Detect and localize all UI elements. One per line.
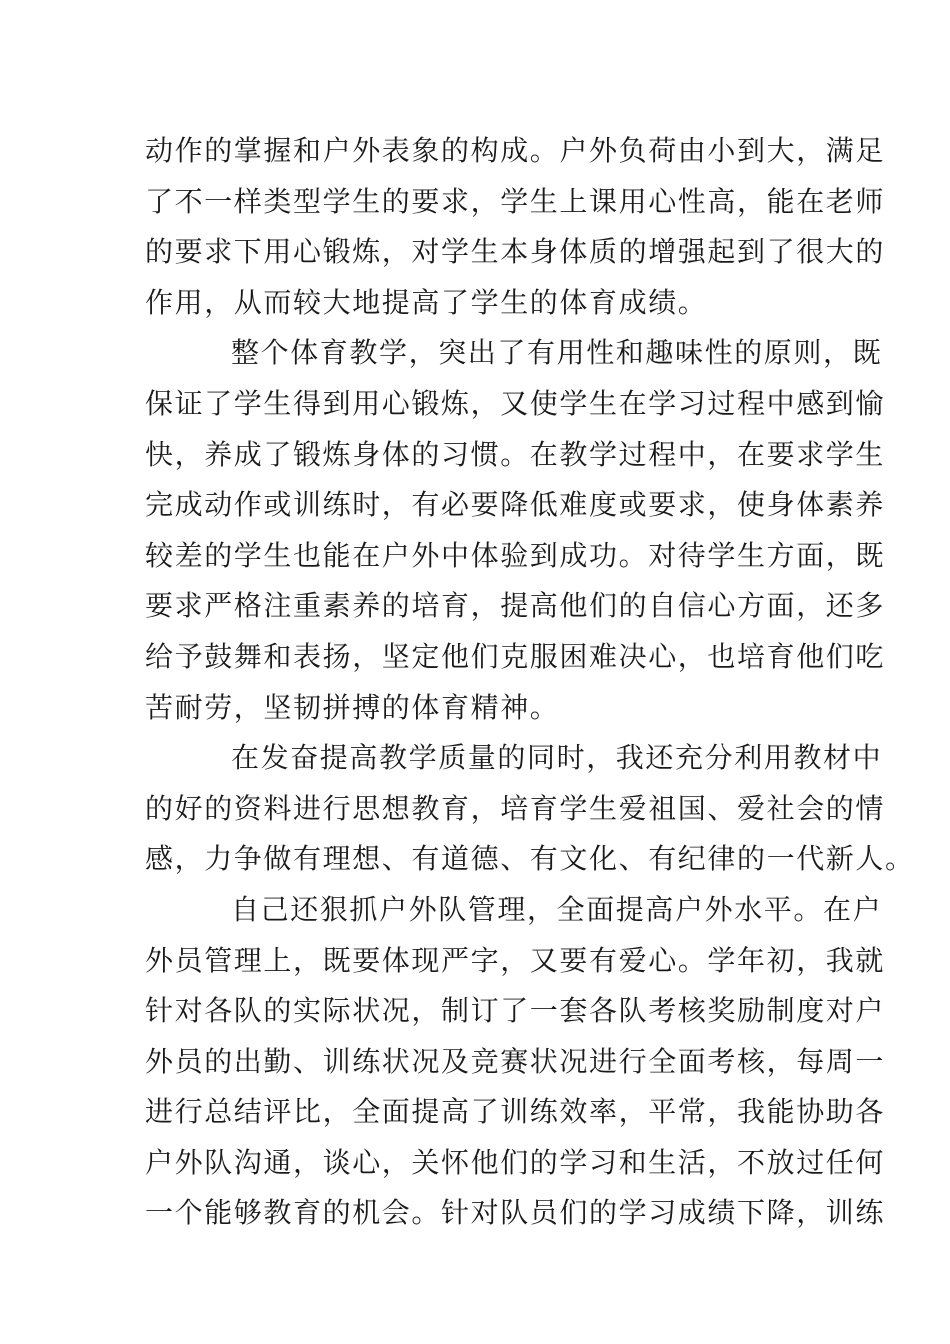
- text-line: 感，力争做有理想、有道德、有文化、有纪律的一代新人。: [145, 842, 915, 876]
- text-line: 了不一样类型学生的要求，学生上课用心性高，能在老师: [145, 184, 886, 218]
- text-line: 快，养成了锻炼身体的习惯。在教学过程中，在要求学生: [145, 437, 886, 471]
- text-line: 完成动作或训练时，有必要降低难度或要求，使身体素养: [145, 488, 886, 522]
- text-line: 动作的掌握和户外表象的构成。户外负荷由小到大，满足: [145, 134, 886, 167]
- text-line: 的好的资料进行思想教育，培育学生爱祖国、爱社会的情: [145, 791, 886, 825]
- paragraph-1: [145, 126, 886, 328]
- text-line: 进行总结评比，全面提高了训练效率，平常，我能协助各: [145, 1095, 886, 1129]
- text-line: 苦耐劳，坚韧拼搏的体育精神。: [145, 690, 560, 724]
- paragraph-4: [145, 885, 886, 1239]
- text-line: 针对各队的实际状况，制订了一套各队考核奖励制度对户: [145, 994, 886, 1028]
- text-line: 要求严格注重素养的培育，提高他们的自信心方面，还多: [145, 589, 886, 623]
- text-line: 外员的出勤、训练状况及竞赛状况进行全面考核，每周一: [145, 1044, 886, 1078]
- text-line: 较差的学生也能在户外中体验到成功。对待学生方面，既: [145, 538, 886, 572]
- text-line: 给予鼓舞和表扬，坚定他们克服困难决心，也培育他们吃: [145, 639, 886, 673]
- text-line: 保证了学生得到用心锻炼，又使学生在学习过程中感到愉: [145, 386, 886, 420]
- text-line: 在发奋提高教学质量的同时，我还充分利用教材中: [231, 741, 883, 775]
- text-line: 外员管理上，既要体现严字，又要有爱心。学年初，我就: [145, 943, 886, 977]
- paragraph-3: [145, 733, 915, 885]
- paragraph-2: [145, 328, 886, 733]
- text-line: 作用，从而较大地提高了学生的体育成绩。: [145, 285, 708, 319]
- text-line: 整个体育教学，突出了有用性和趣味性的原则，既: [231, 336, 883, 370]
- text-line: 一个能够教育的机会。针对队员们的学习成绩下降，训练: [145, 1196, 886, 1230]
- text-line: 自己还狠抓户外队管理，全面提高户外水平。在户: [231, 892, 883, 926]
- text-line: 的要求下用心锻炼，对学生本身体质的增强起到了很大的: [145, 235, 886, 269]
- text-line: 户外队沟通，谈心，关怀他们的学习和生活，不放过任何: [145, 1145, 886, 1179]
- document-body: [145, 126, 915, 1239]
